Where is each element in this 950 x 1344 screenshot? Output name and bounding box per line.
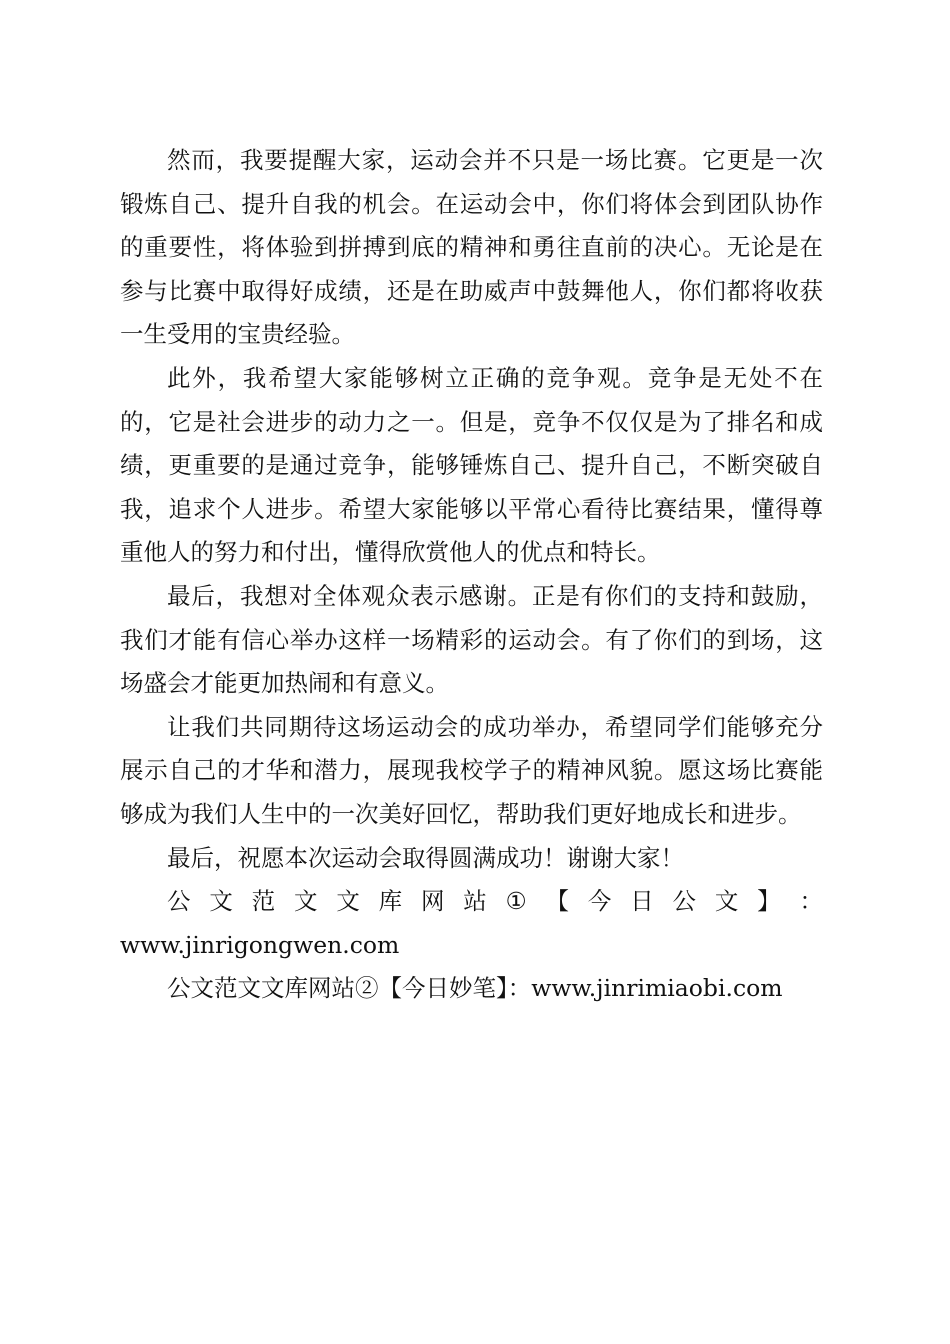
label-char: ： (799, 887, 823, 916)
paragraph: 最后，我想对全体观众表示感谢。正是有你们的支持和鼓励，我们才能有信心举办这样一场精彩的运动会。有了你们的到场，这场盛会才能更加热闹和有意义。 (120, 581, 823, 698)
label-char: 站 (463, 887, 487, 916)
label-char: 网 (420, 887, 445, 916)
label-char: 公 (167, 887, 191, 916)
label-char: 【 (545, 887, 570, 916)
label-char: 文 (209, 887, 233, 916)
paragraph: 然而，我要提醒大家，运动会并不只是一场比赛。它更是一次锻炼自己、提升自我的机会。在运动会中，你们将体会到团队协作的重要性，将体验到拼搏到底的精神和勇往直前的决心。无论是在参与比赛中取得好成绩，还是在助威声中鼓舞他人，你们都将收获一生受用的宝贵经验。 (120, 146, 823, 349)
label-char: 】 (757, 887, 781, 916)
label-char: 文 (293, 887, 318, 916)
label-char: 库 (378, 887, 403, 916)
label-char: 公 (672, 887, 697, 916)
website-url-1[interactable]: www.jinrigongwen.com (120, 930, 400, 959)
label-char: 范 (251, 887, 276, 916)
label-char: 文 (336, 887, 360, 916)
website-line-2-label: 公文范文文库网站②【今日妙笔】： (167, 974, 532, 1003)
paragraph: 让我们共同期待这场运动会的成功举办，希望同学们能够充分展示自己的才华和潜力，展现我校学子的精神风貌。愿这场比赛能够成为我们人生中的一次美好回忆，帮助我们更好地成长和进步。 (120, 712, 823, 828)
website-line-1 (120, 880, 823, 967)
website-line-1-label (120, 880, 823, 924)
website-url-2[interactable]: www.jinrimiaobi.com (531, 974, 783, 1003)
paragraph: 此外，我希望大家能够树立正确的竞争观。竞争是无处不在的，它是社会进步的动力之一。但是，竞争不仅仅是为了排名和成绩，更重要的是通过竞争，能够锤炼自己、提升自己，不断突破自我，追求个人进步。希望大家能够以平常心看待比赛结果，懂得尊重他人的努力和付出，懂得欣赏他人的优点和特长。 (120, 363, 823, 567)
paragraph: 最后，祝愿本次运动会取得圆满成功！谢谢大家！ (167, 843, 684, 872)
website-line-2 (120, 967, 823, 1011)
label-char: 文 (714, 887, 739, 916)
label-char: ① (505, 887, 527, 916)
label-char: 日 (630, 887, 654, 916)
document-body (120, 139, 823, 1011)
label-char: 今 (587, 887, 612, 916)
